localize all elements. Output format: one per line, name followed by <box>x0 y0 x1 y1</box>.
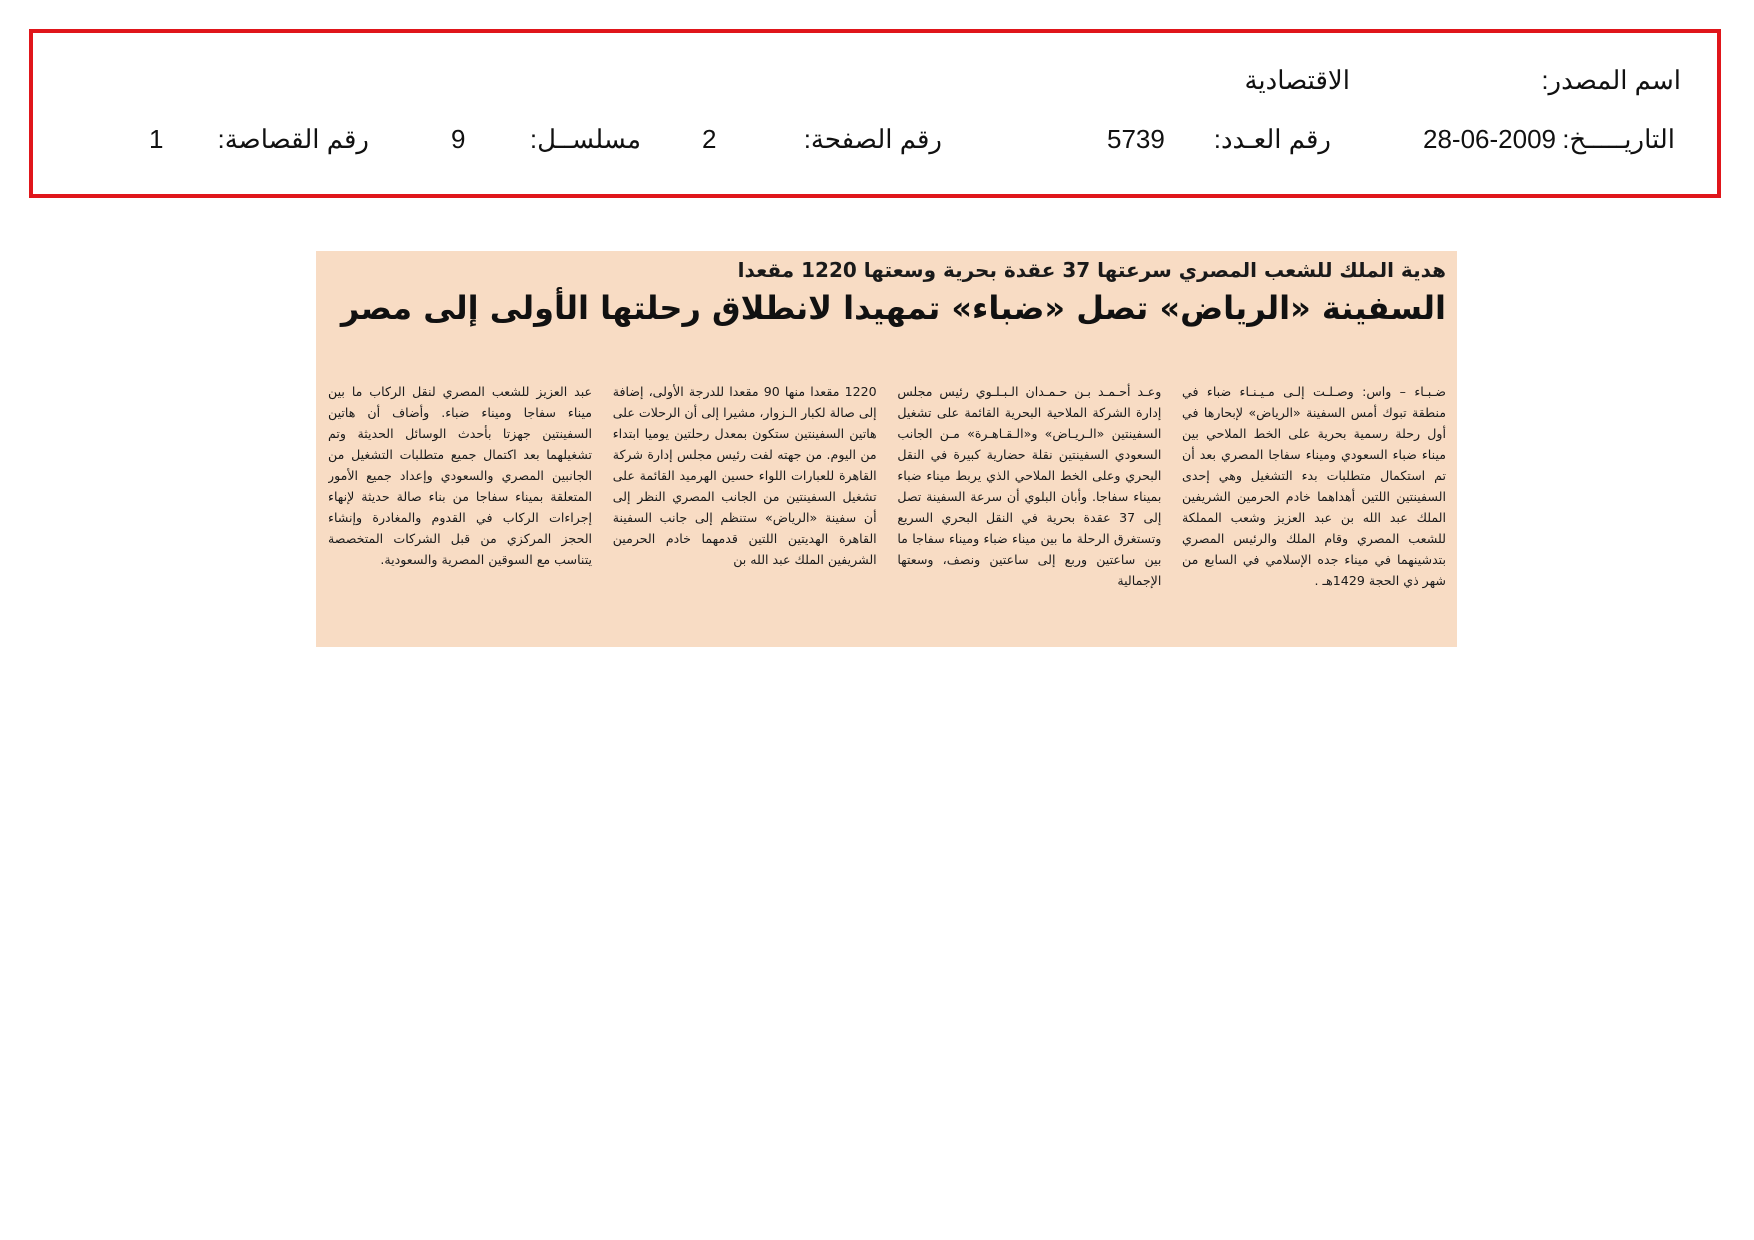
page-label: رقم الصفحة: <box>803 124 942 154</box>
source-value: الاقتصادية <box>1244 65 1350 95</box>
clipping-number-value: 1 <box>149 124 164 154</box>
article-body <box>328 381 1446 641</box>
article-column-4: عبد العزيز للشعب المصري لنقل الركاب ما بين ميناء سفاجا وميناء ضباء. وأضاف أن هاتين السفينتين جهزتا بأحدث الوسائل الحديثة وتم تشغيلهما بعد اكتمال جميع متطلبات التشغيل من الجانبين المصري والسعودي وإعداد جميع الأمور المتعلقة بميناء سفاجا من بناء صالة حديثة لإنهاء إجراءات الركاب في القدوم والمغادرة وإنشاء الحجز المركزي من قبل الشركات المتخصصة يتناسب مع السوقين المصرية والسعودية. <box>328 384 593 567</box>
issue-label: رقم العـدد: <box>1213 124 1331 154</box>
article-column-2: وعـد أحـمـد بـن حـمـدان الـبـلـوي رئيس مجلس إدارة الشركة الملاحية البحرية القائمة على تشغيل السفينتين «الـريـاض» و«الـقـاهـرة» مـن الجانب السعودي السفينتين نقلة حضارية كبيرة في النقل البحري وعلى الخط الملاحي الذي يربط ميناء ضباء بميناء سفاجا. وأبان البلوي أن سرعة السفينة تصل إلى 37 عقدة بحرية في النقل البحري السريع وتستغرق الرحلة ما بين ميناء ضباء وميناء سفاجا ما بين ساعتين وربع إلى ساعتين ونصف، وسعتها الإجمالية <box>897 384 1162 588</box>
clipping-metadata-box <box>29 29 1721 198</box>
clipping-number-label: رقم القصاصة: <box>217 124 369 154</box>
issue-value: 5739 <box>1107 124 1165 154</box>
article-column-3: 1220 مقعدا منها 90 مقعدا للدرجة الأولى، إضافة إلى صالة لكبار الـزوار، مشيرا إلى أن الرحلات على هاتين السفينتين ستكون بمعدل رحلتين يوميا ابتداء من اليوم. من جهته لفت رئيس مجلس إدارة شركة القاهرة للعبارات اللواء حسين الهرميد القائمة على تشغيل السفينتين من الجانب المصري النظر إلى أن سفينة «الرياض» ستنظم إلى جانب السفينة القاهرة الهديتين اللتين قدمهما خادم الحرمين الشريفين الملك عبد الله بن <box>612 384 877 567</box>
article-headline: السفينة «الرياض» تصل «ضباء» تمهيدا لانطلاق رحلتها الأولى إلى مصر <box>340 289 1446 327</box>
serial-value: 9 <box>451 124 466 154</box>
article-kicker: هدية الملك للشعب المصري سرعتها 37 عقدة بحرية وسعتها 1220 مقعدا <box>737 258 1446 282</box>
date-value: 28-06-2009 <box>1423 124 1556 154</box>
serial-label: مسلســل: <box>529 124 641 154</box>
date-label: التاريـــــخ: <box>1562 124 1675 154</box>
source-label: اسم المصدر: <box>1541 65 1681 95</box>
article-column-1: ضـبـاء – واس: وصـلـت إلـى مـيـنـاء ضباء في منطقة تبوك أمس السفينة «الرياض» لإبحارها في أول رحلة رسمية بحرية على الخط الملاحي بين ميناء ضباء السعودي وميناء سفاجا المصري بعد أن تم استكمال متطلبات بدء التشغيل وهي إحدى السفينتين اللتين أهداهما خادم الحرمين الشريفين الملك عبد الله بن عبد العزيز وشعب المملكة للشعب المصري وقام الملك والرئيس المصري بتدشينهما في ميناء جده الإسلامي في السابع من شهر ذي الحجة 1429هـ . <box>1182 384 1446 588</box>
page-value: 2 <box>702 124 717 154</box>
newspaper-clipping <box>316 251 1457 647</box>
